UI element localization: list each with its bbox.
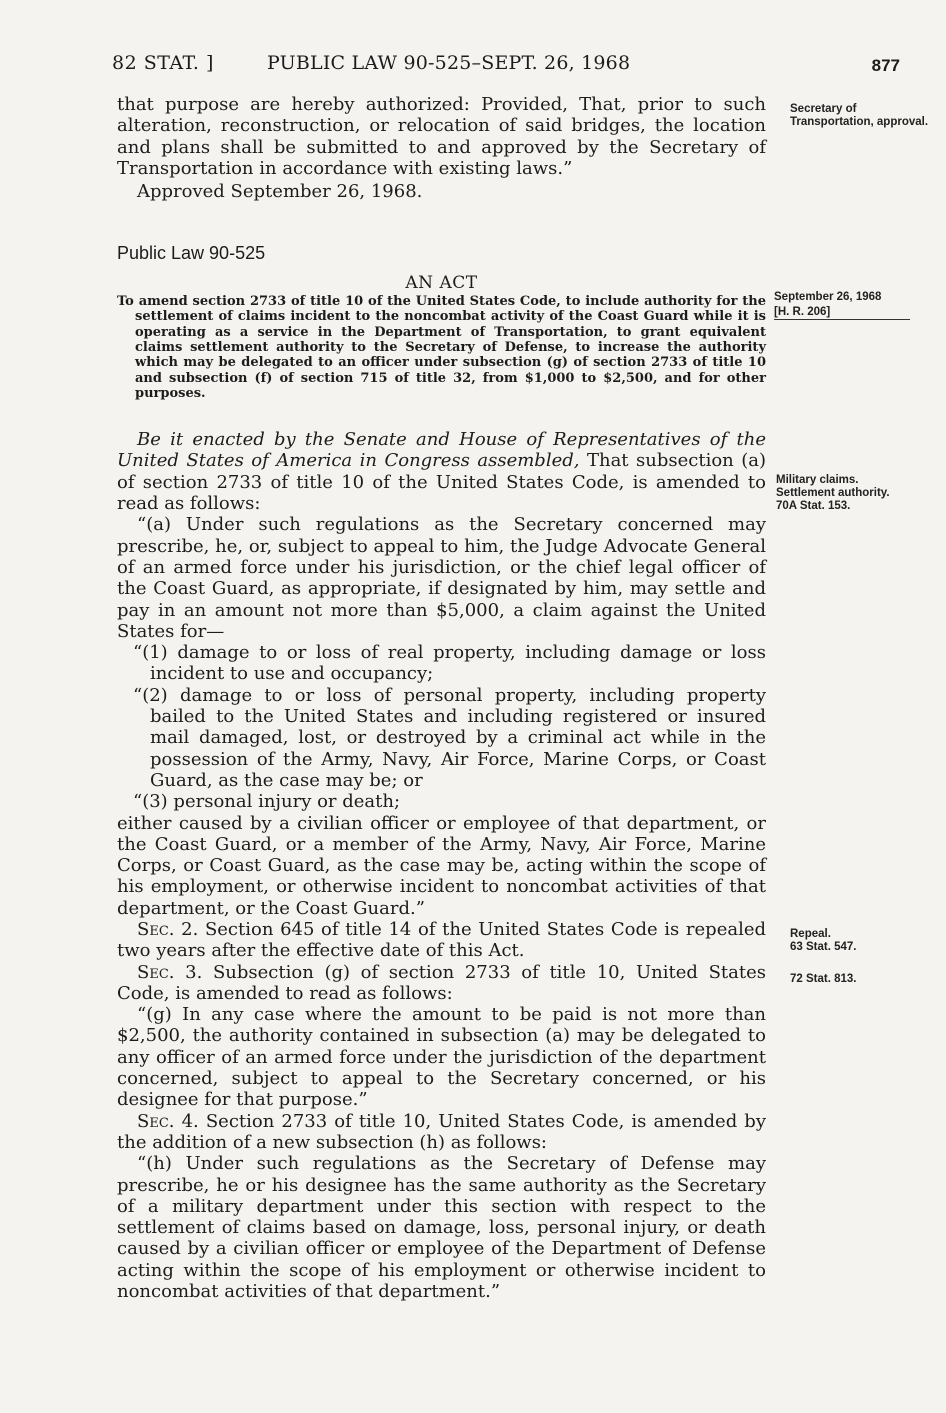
margin-bill: [H. R. 206] [774, 306, 910, 320]
margin-63-stat: 63 Stat. 547. [790, 941, 857, 953]
section-3 [117, 962, 766, 1005]
sec4-label: Sec. 4. [137, 1110, 199, 1132]
margin-note-repeal [790, 928, 930, 954]
header-title: PUBLIC LAW 90-525–SEPT. 26, 1968 [267, 52, 631, 74]
subsection-a: “(a) Under such regulations as the Secretary concerned may prescribe, he, or, subject to appeal to him, the Judge Advocate General of an armed force under his jurisdiction, or the chief legal officer of the Coast Guard, as appropriate, if designated by him, may settle and pay in an amount not more than $5,000, a claim against the United States for— [117, 514, 766, 642]
sec3-text: Subsection (g) of section 2733 of title 10, United States Code, is amended to read as follows: [117, 961, 766, 1004]
either-clause: either caused by a civilian officer or employee of that department, or the Coast Guard, or a member of the Army, Navy, Air Force, Marine Corps, or Coast Guard, as the case may be, acting within the scope of his employment, or otherwise incident to noncombat activities of that department, or the Coast Guard.” [117, 812, 766, 919]
sec2-text: Section 645 of title 14 of the United States Code is repealed two years after the effective date of this Act. [117, 918, 767, 962]
page-header [112, 52, 912, 82]
margin-note-military-claims [776, 474, 926, 513]
an-act-heading: AN ACT [405, 272, 478, 293]
sec3-label: Sec. 3. [137, 961, 203, 983]
stat-label: 82 STAT. ] [112, 52, 214, 74]
enacting-clause [117, 429, 766, 514]
carryover-paragraph: that purpose are hereby authorized: Provided, That, prior to such alteration, reconstruction, or relocation of said bridges, the location and plans shall be submitted to and approved by the Secretary of Transportation in accordance with existing laws.” [117, 94, 766, 179]
margin-note-secretary-approval: Secretary of Transportation, approval. [790, 103, 929, 128]
page-number: 877 [871, 56, 900, 75]
margin-date: September 26, 1968 [774, 291, 882, 303]
section-4 [117, 1111, 766, 1154]
enacting-italic: Be it enacted by the Senate and House of Representatives of the United States of America in Congress assembled, [117, 429, 766, 472]
public-law-heading: Public Law 90-525 [117, 243, 266, 264]
act-synopsis: To amend section 2733 of title 10 of the United States Code, to include authority for the settlement of claims incident to the noncombat activity of the Coast Guard while it is operating as a service in the Department of Transportation, to grant equivalent claims settlement authority to the Secretary of Defense, to increase the authority which may be delegated to an officer under subsection (g) of section 2733 of title 10 and subsection (f) of section 715 of title 32, from $1,000 to $2,500, and for other purposes. [117, 294, 766, 401]
enacting-rest: That subsection (a) of section 2733 of title 10 of the United States Code, is amended to read as follows: [117, 450, 767, 515]
margin-settlement: Settlement authority. [776, 487, 890, 499]
margin-70a-stat: 70A Stat. 153. [776, 500, 851, 512]
main-text [117, 94, 766, 1302]
margin-note-72-stat: 72 Stat. 813. [790, 973, 857, 985]
margin-military-claims: Military claims. [776, 474, 859, 486]
margin-note-date-bill [774, 291, 914, 320]
approval-date: Approved September 26, 1968. [137, 181, 423, 203]
margin-repeal: Repeal. [790, 928, 831, 940]
item-3: “(3) personal injury or death; [133, 791, 401, 813]
sec2-label: Sec. 2. [137, 918, 199, 940]
sec4-text: Section 2733 of title 10, United States Code, is amended by the addition of a new subsection (h) as follows: [117, 1110, 766, 1153]
item-2: “(2) damage to or loss of personal property, including property bailed to the United States and including registered or insured mail damaged, lost, or destroyed by a criminal act while in the possession of the Army, Navy, Air Force, Marine Corps, or Coast Guard, as the case may be; or [133, 684, 766, 791]
section-2 [117, 919, 766, 962]
item-1: “(1) damage to or loss of real property, including damage or loss incident to use and occupancy; [133, 642, 766, 685]
subsection-g: “(g) In any case where the amount to be paid is not more than $2,500, the authority contained in subsection (a) may be delegated to any officer of an armed force under the jurisdiction of the department concerned, subject to appeal to the Secretary concerned, or his designee for that purpose.” [117, 1004, 766, 1111]
subsection-h: “(h) Under such regulations as the Secretary of Defense may prescribe, he or his designee has the same authority as the Secretary of a military department under this section with respect to the settlement of claims based on damage, loss, personal injury, or death caused by a civilian officer or employee of the Department of Defense acting within the scope of his employment or otherwise incident to noncombat activities of that department.” [117, 1153, 766, 1303]
